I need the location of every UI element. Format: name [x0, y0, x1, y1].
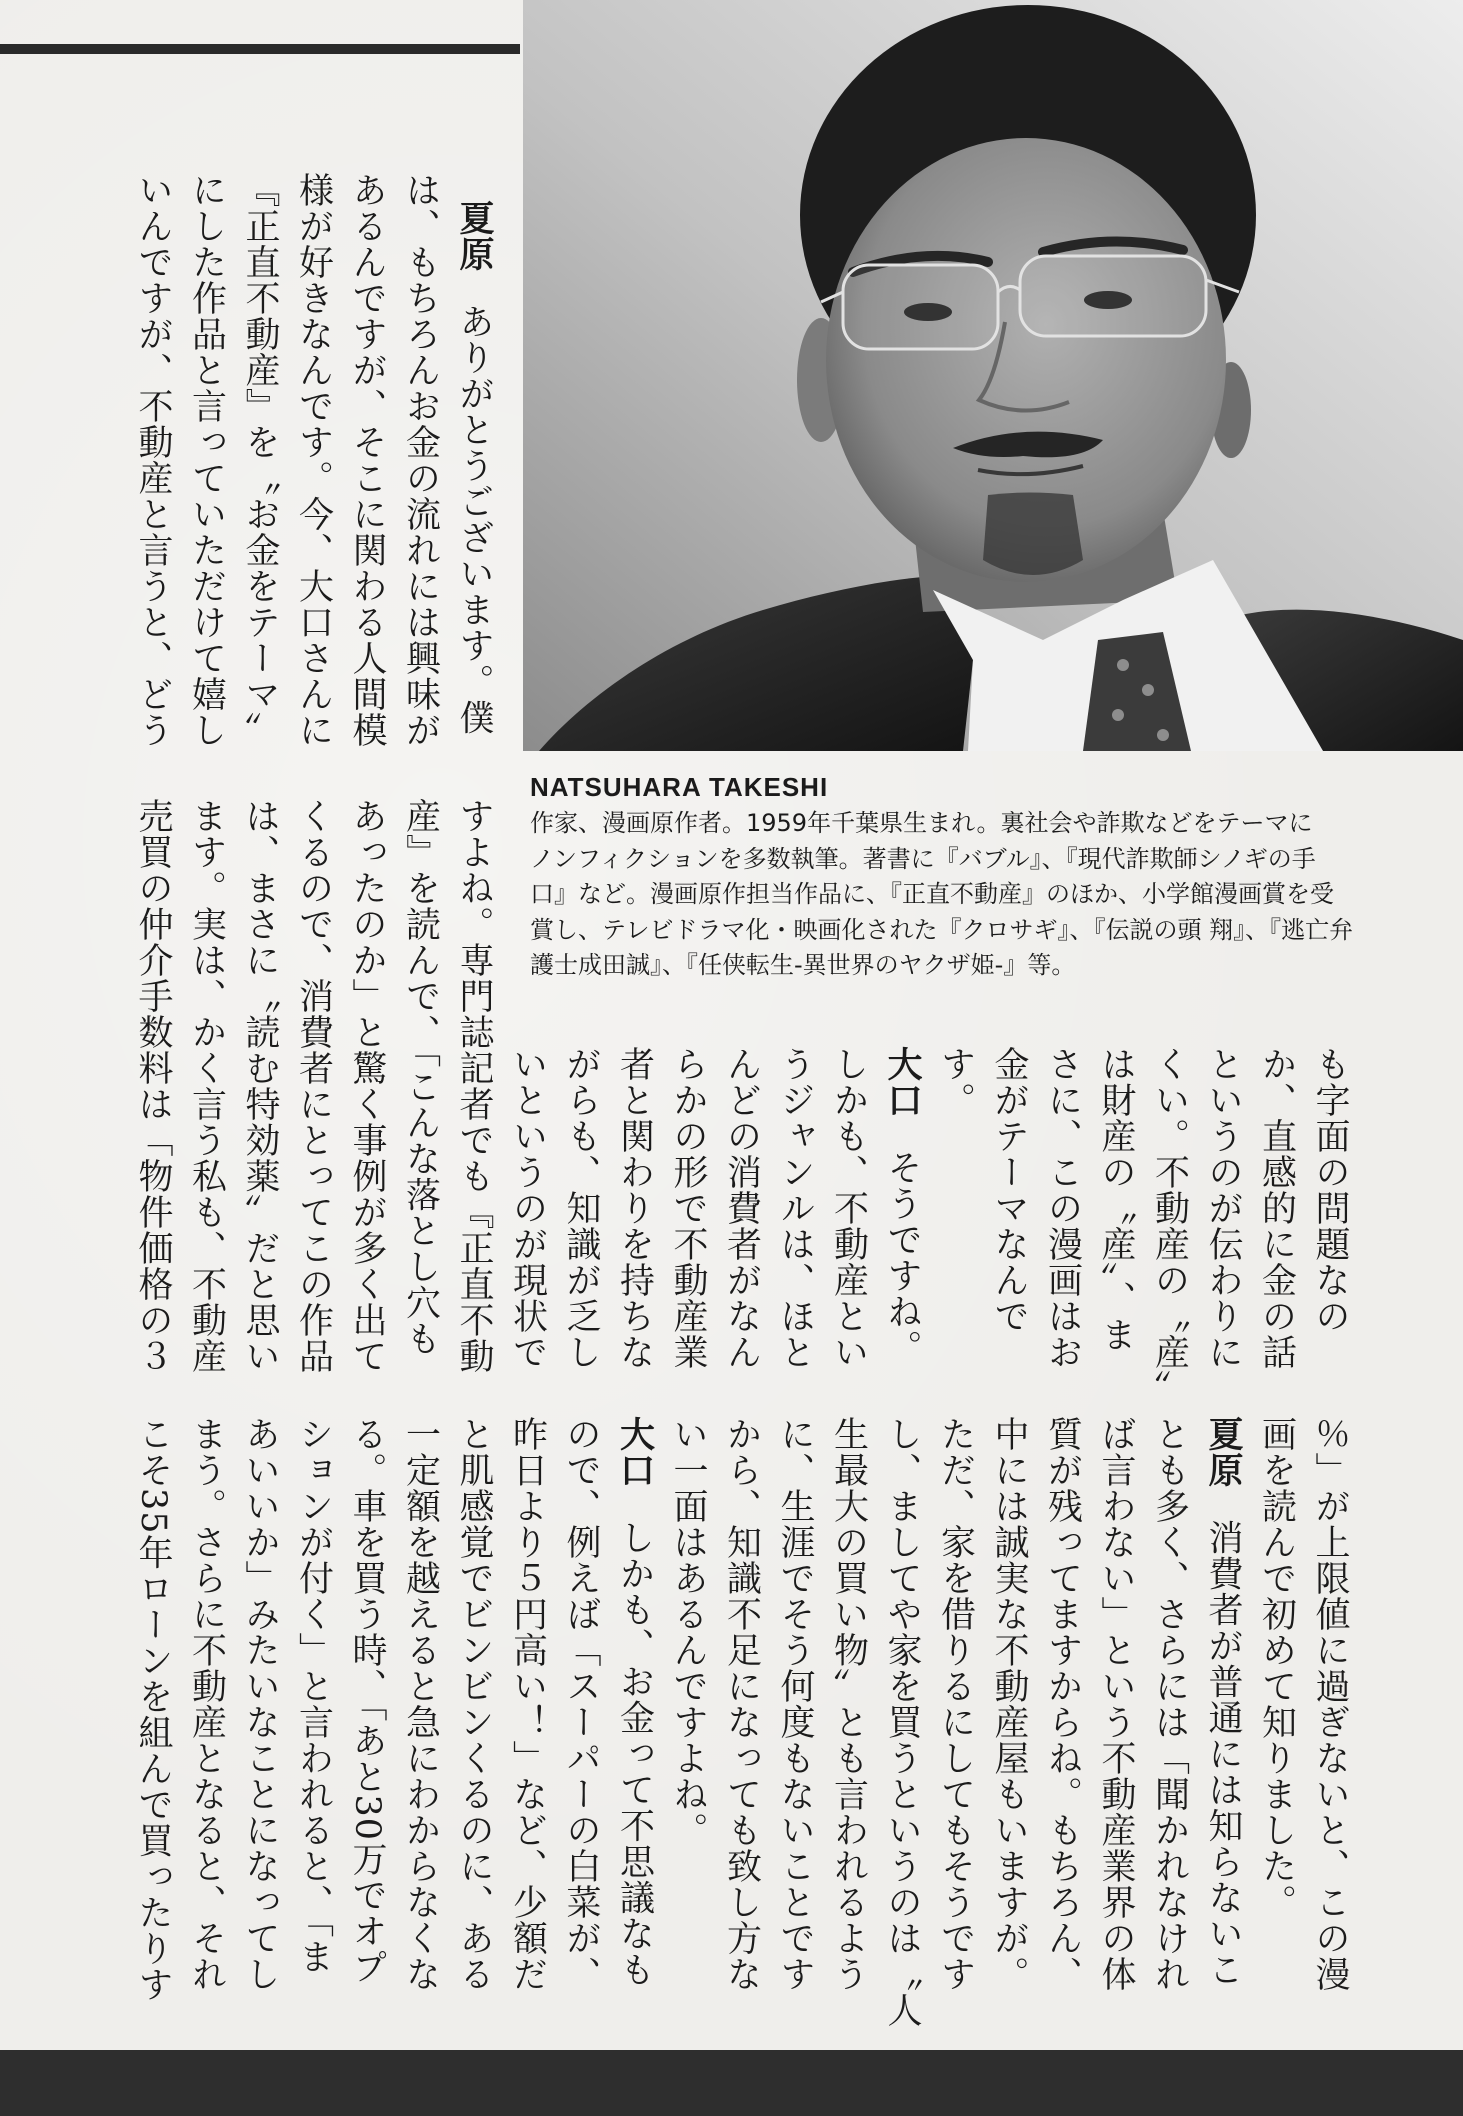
text-column: さに、この漫画はお [1042, 1046, 1083, 1370]
caption-bio-line: 賞し、テレビドラマ化・映画化された『クロサギ』、『伝説の頭 翔』、『逃亡弁 [530, 915, 1354, 944]
text-column: は、まさに〝読む特効薬〟だと思い [240, 798, 280, 1374]
text-column: くるので、消費者にとってこの作品 [293, 798, 334, 1374]
caption-bio [530, 806, 1455, 984]
tie-dot [1112, 709, 1124, 721]
tie-dot [1117, 659, 1129, 671]
text-column: すよね。専門誌記者でも『正直不動 [454, 798, 494, 1374]
text-column: ので、例えば「スーパーの白菜が、 [561, 1416, 601, 1992]
speaker-name: 大口 [882, 1046, 922, 1118]
text-column: ションが付く」と言われると、「ま [293, 1416, 334, 1975]
tie-dot [1142, 684, 1154, 696]
text-column: 『正直不動産』を〝お金をテーマ〟 [240, 172, 280, 748]
text-column: は、もちろんお金の流れには興味が [400, 172, 441, 748]
right-lens [1020, 256, 1206, 336]
text-column: す。 [935, 1046, 976, 1118]
text-column: 売買の仲介手数料は「物件価格の３ [133, 798, 173, 1374]
text-column: あるんですが、そこに関わる人間模 [347, 172, 387, 748]
text-column: あいいか」みたいなことになってし [240, 1416, 280, 1992]
text-column: 昨日より５円高い！」など、少額だ [507, 1416, 548, 1992]
speaker-name: 夏原 [1203, 1416, 1243, 1488]
speech-text: しかも、お金って不思議なも [614, 1519, 655, 1988]
text-column: ただ、家を借りるにしてもそうです [935, 1416, 976, 1992]
text-column: も字面の問題なの [1310, 1046, 1350, 1334]
text-column: ば言わない」という不動産業界の体 [1096, 1416, 1136, 1992]
text-column: 様が好きなんです。今、大口さんに [293, 172, 334, 748]
text-column: 産』を読んで、「こんな落とし穴も [400, 798, 441, 1357]
text-column: 一定額を越えると急にわからなくな [400, 1416, 441, 1992]
speech-text: 消費者が普通には知らないこ [1203, 1519, 1243, 1988]
tie-dot [1157, 729, 1169, 741]
text-column: にした作品と言っていただけて嬉し [186, 172, 227, 748]
text-column: ます。実は、かく言う私も、不動産 [186, 798, 227, 1374]
caption-bio-line: ノンフィクションを多数執筆。著書に『バブル』、『現代詐欺師シノギの手 [530, 844, 1316, 873]
article-text-block [500, 1046, 1356, 1412]
speaker-name: 大口 [614, 1416, 655, 1488]
text-column: い一面はあるんですよね。 [668, 1416, 708, 1848]
text-column [1196, 1416, 1250, 2042]
text-column: 生最大の買い物〟とも言われるよう [828, 1416, 869, 1992]
text-column: まう。さらに不動産となると、それ [186, 1416, 227, 1992]
caption-bio-line: 作家、漫画原作者。1959年千葉県生まれ。裏社会や詐欺などをテーマに [530, 809, 1313, 837]
top-rule [0, 44, 520, 54]
photo-caption [530, 772, 1455, 984]
text-column: から、知識不足になっても致し方な [721, 1416, 762, 1992]
caption-bio-line: 口』など。漫画原作担当作品に、『正直不動産』のほか、小学館漫画賞を受 [530, 880, 1334, 908]
text-column: しかも、不動産とい [828, 1046, 869, 1370]
text-column: あったのか」と驚く事例が多く出て [347, 798, 387, 1374]
goatee [983, 493, 1083, 576]
text-column: か、直感的に金の話 [1256, 1046, 1297, 1370]
text-column: いんですが、不動産と言うと、どう [133, 172, 173, 748]
left-lens [843, 265, 998, 349]
speech-text: ありがとうございます。僕 [454, 303, 494, 736]
article-text-block [126, 1416, 1357, 2042]
text-column: 質が残ってますからね。もちろん、 [1042, 1416, 1083, 1992]
text-column: し、ましてや家を買うというのは〝人 [882, 1416, 922, 2028]
text-column: くい。不動産の〝産〟 [1149, 1046, 1190, 1406]
text-column: 者と関わりを持ちな [614, 1046, 655, 1370]
caption-name: NATSUHARA TAKESHI [530, 772, 829, 802]
portrait-photo [523, 0, 1463, 751]
caption-bio-line: 護士成田誠』、『任侠転生-異世界のヤクザ姫-』等。 [530, 951, 1076, 979]
article-text-block [126, 798, 501, 1376]
text-column: んどの消費者がなん [721, 1046, 762, 1370]
text-column [607, 1416, 661, 2042]
bottom-band [0, 2050, 1463, 2116]
text-column: いというのが現状で [507, 1046, 548, 1370]
text-column: 中には誠実な不動産屋もいますが。 [989, 1416, 1029, 1992]
text-column: と肌感覚でビンビンくるのに、ある [454, 1416, 494, 1992]
text-column: る。車を買う時、「あと30万でオプ [347, 1416, 387, 1986]
text-column [447, 172, 501, 752]
text-column: らかの形で不動産業 [668, 1046, 708, 1370]
text-column: というのが伝わりに [1203, 1046, 1243, 1370]
text-column: 画を読んで初めて知りました。 [1256, 1416, 1297, 1920]
text-column: がらも、知識が乏し [561, 1046, 601, 1370]
text-column: 金がテーマなんで [989, 1046, 1029, 1334]
text-column [875, 1046, 929, 1412]
text-column: に、生涯でそう何度もないことです [775, 1416, 815, 1992]
article-text-block [126, 172, 501, 752]
text-column: ％」が上限値に過ぎないと、この漫 [1310, 1416, 1350, 1992]
text-column: うジャンルは、ほと [775, 1046, 815, 1370]
speaker-name: 夏原 [454, 200, 494, 272]
text-column: とも多く、さらには「聞かれなけれ [1149, 1416, 1190, 1992]
speech-text: そうですね。 [882, 1149, 922, 1366]
text-column: こそ35年ローンを組んで買ったりす [133, 1416, 173, 2003]
text-column: は財産の〝産〟、ま [1096, 1046, 1136, 1353]
